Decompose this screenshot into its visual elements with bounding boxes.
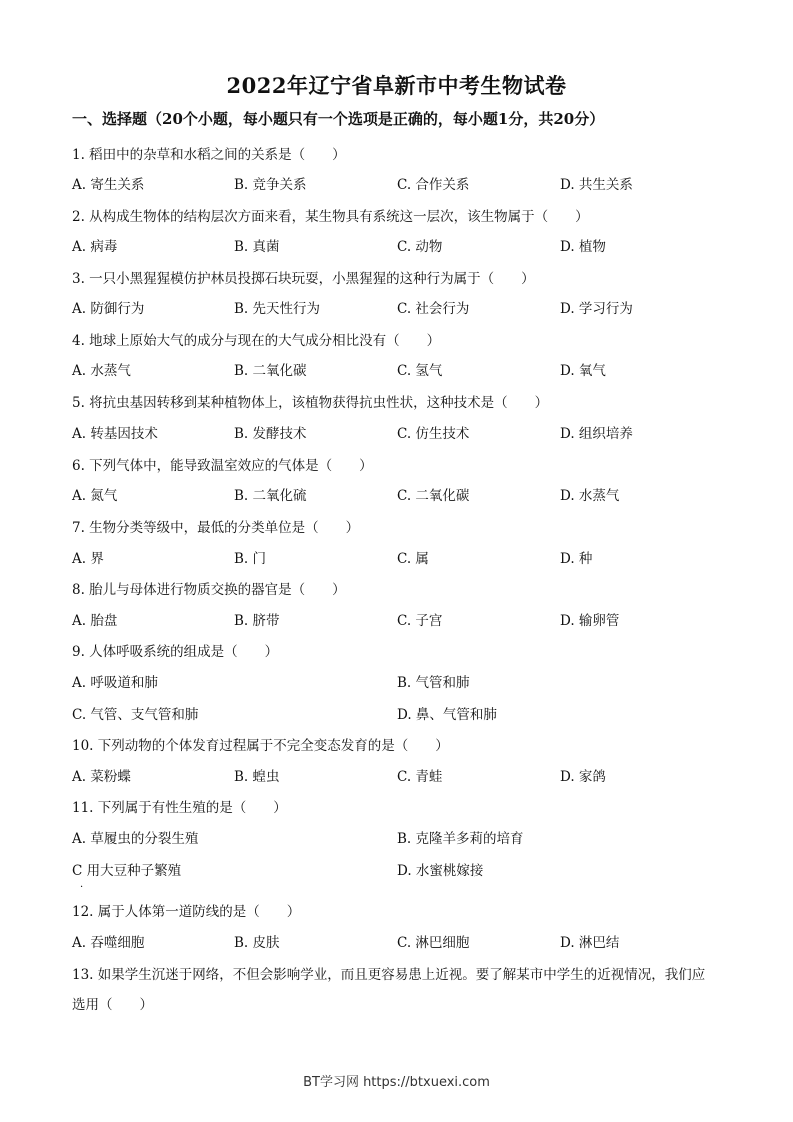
question-11-option-c: C 用大豆种子繁殖 bbox=[72, 863, 182, 879]
question-12-option-d: D. 淋巴结 bbox=[560, 935, 620, 951]
question-9-option-d: D. 鼻、气管和肺 bbox=[397, 707, 497, 723]
question-1-option-b: B. 竞争关系 bbox=[234, 177, 307, 193]
footer-watermark: BT学习网 https://btxuexi.com bbox=[303, 1075, 490, 1090]
question-11-stem: 11. 下列属于有性生殖的是（ ） bbox=[72, 800, 287, 816]
question-12-stem: 12. 属于人体第一道防线的是（ ） bbox=[72, 904, 301, 920]
question-12-option-c: C. 淋巴细胞 bbox=[397, 935, 470, 951]
question-9-option-b: B. 气管和肺 bbox=[397, 675, 470, 691]
question-2-option-a: A. 病毒 bbox=[72, 239, 118, 255]
question-11-option-b: B. 克隆羊多莉的培育 bbox=[397, 831, 524, 847]
question-2-option-d: D. 植物 bbox=[560, 239, 606, 255]
question-13-stem: 13. 如果学生沉迷于网络，不但会影响学业，而且更容易患上近视。要了解某市中学生的近视情况，我们应 bbox=[72, 967, 706, 983]
question-3-option-b: B. 先天性行为 bbox=[234, 301, 321, 317]
question-10-option-c: C. 青蛙 bbox=[397, 769, 443, 785]
question-8-option-b: B. 脐带 bbox=[234, 613, 280, 629]
question-6-option-a: A. 氮气 bbox=[72, 488, 118, 504]
question-4-stem: 4. 地球上原始大气的成分与现在的大气成分相比没有（ ） bbox=[72, 333, 441, 349]
question-3-option-a: A. 防御行为 bbox=[72, 301, 145, 317]
question-7-option-b: B. 门 bbox=[234, 551, 267, 567]
question-3-option-c: C. 社会行为 bbox=[397, 301, 470, 317]
question-11-option-a: A. 草履虫的分裂生殖 bbox=[72, 831, 199, 847]
question-12-option-b: B. 皮肤 bbox=[234, 935, 280, 951]
question-5-stem: 5. 将抗虫基因转移到某种植物体上，该植物获得抗虫性状，这种技术是（ ） bbox=[72, 395, 549, 411]
question-5-option-b: B. 发酵技术 bbox=[234, 426, 307, 442]
question-3-option-d: D. 学习行为 bbox=[560, 301, 633, 317]
question-7-stem: 7. 生物分类等级中，最低的分类单位是（ ） bbox=[72, 520, 360, 536]
question-8-option-d: D. 输卵管 bbox=[560, 613, 620, 629]
page-title: 2022年辽宁省阜新市中考生物试卷 bbox=[226, 73, 567, 98]
question-7-option-c: C. 属 bbox=[397, 551, 429, 567]
question-7-option-d: D. 种 bbox=[560, 551, 593, 567]
question-10-stem: 10. 下列动物的个体发育过程属于不完全变态发育的是（ ） bbox=[72, 738, 449, 754]
question-6-option-b: B. 二氧化硫 bbox=[234, 488, 307, 504]
question-8-stem: 8. 胎儿与母体进行物质交换的器官是（ ） bbox=[72, 582, 346, 598]
question-10-option-d: D. 家鸽 bbox=[560, 769, 606, 785]
question-6-option-d: D. 水蒸气 bbox=[560, 488, 620, 504]
question-4-option-c: C. 氢气 bbox=[397, 363, 443, 379]
question-9-option-a: A. 呼吸道和肺 bbox=[72, 675, 158, 691]
question-4-option-d: D. 氧气 bbox=[560, 363, 606, 379]
question-9-stem: 9. 人体呼吸系统的组成是（ ） bbox=[72, 644, 279, 660]
question-2-option-b: B. 真菌 bbox=[234, 239, 280, 255]
question-7-option-a: A. 界 bbox=[72, 551, 104, 567]
question-4-option-b: B. 二氧化碳 bbox=[234, 363, 307, 379]
question-10-option-a: A. 菜粉蝶 bbox=[72, 769, 131, 785]
question-4-option-a: A. 水蒸气 bbox=[72, 363, 131, 379]
question-2-option-c: C. 动物 bbox=[397, 239, 443, 255]
stray-mark: · bbox=[80, 882, 84, 893]
question-10-option-b: B. 蝗虫 bbox=[234, 769, 280, 785]
question-2-stem: 2. 从构成生物体的结构层次方面来看，某生物具有系统这一层次，该生物属于（ ） bbox=[72, 209, 589, 225]
question-13-stem-continued: 选用（ ） bbox=[72, 997, 153, 1013]
question-5-option-c: C. 仿生技术 bbox=[397, 426, 470, 442]
question-5-option-a: A. 转基因技术 bbox=[72, 426, 158, 442]
question-1-option-d: D. 共生关系 bbox=[560, 177, 633, 193]
question-8-option-c: C. 子宫 bbox=[397, 613, 443, 629]
question-8-option-a: A. 胎盘 bbox=[72, 613, 118, 629]
question-1-stem: 1. 稻田中的杂草和水稻之间的关系是（ ） bbox=[72, 147, 346, 163]
section-heading: 一、选择题（20个小题，每小题只有一个选项是正确的，每小题1分，共20分） bbox=[72, 110, 605, 128]
question-12-option-a: A. 吞噬细胞 bbox=[72, 935, 145, 951]
question-1-option-a: A. 寄生关系 bbox=[72, 177, 145, 193]
question-6-stem: 6. 下列气体中，能导致温室效应的气体是（ ） bbox=[72, 458, 373, 474]
question-1-option-c: C. 合作关系 bbox=[397, 177, 470, 193]
question-5-option-d: D. 组织培养 bbox=[560, 426, 633, 442]
question-11-option-d: D. 水蜜桃嫁接 bbox=[397, 863, 484, 879]
question-9-option-c: C. 气管、支气管和肺 bbox=[72, 707, 199, 723]
question-6-option-c: C. 二氧化碳 bbox=[397, 488, 470, 504]
question-3-stem: 3. 一只小黑猩猩模仿护林员投掷石块玩耍，小黑猩猩的这种行为属于（ ） bbox=[72, 271, 535, 287]
